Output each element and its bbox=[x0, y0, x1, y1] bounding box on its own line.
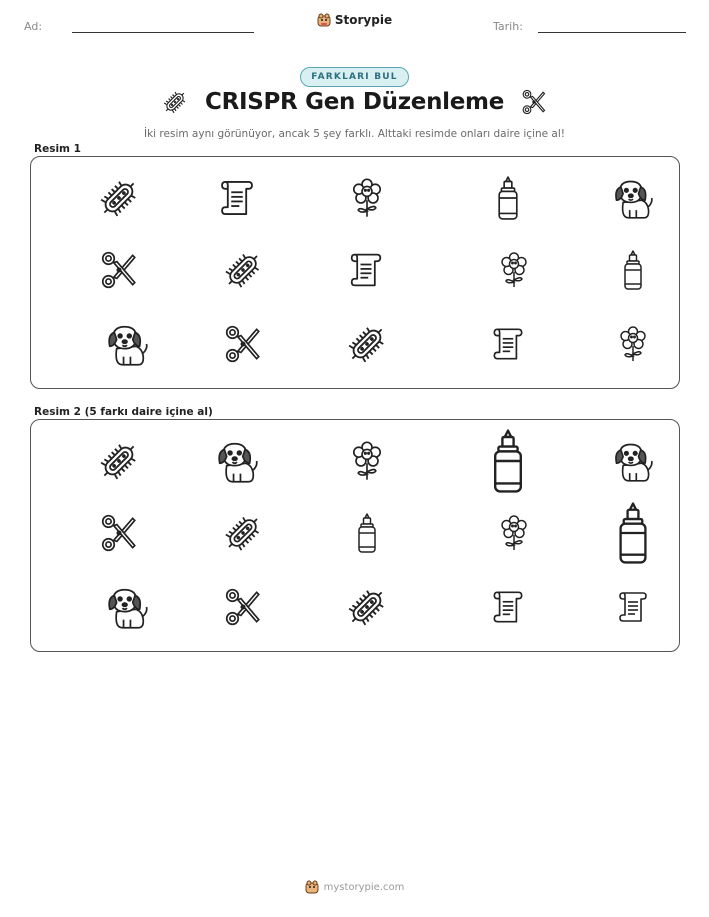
bacteria-icon[interactable] bbox=[221, 248, 265, 292]
scissors-icon[interactable] bbox=[98, 512, 140, 554]
scissors-icon[interactable] bbox=[222, 323, 264, 365]
picture-2-label: Resim 2 (5 farkı daire içine al) bbox=[34, 406, 213, 418]
glue-bottle-icon[interactable] bbox=[602, 502, 664, 564]
scroll-icon[interactable] bbox=[487, 586, 529, 628]
storypie-footer-icon bbox=[305, 880, 319, 894]
glue-bottle-icon[interactable] bbox=[347, 513, 387, 553]
picture-1-panel[interactable] bbox=[30, 156, 680, 389]
bacteria-icon[interactable] bbox=[344, 584, 390, 630]
scissors-icon bbox=[520, 88, 548, 116]
scroll-icon[interactable] bbox=[487, 323, 529, 365]
puppy-icon[interactable] bbox=[104, 584, 150, 630]
brand-header bbox=[0, 13, 709, 27]
picture-1-label: Resim 1 bbox=[34, 143, 81, 155]
puppy-icon[interactable] bbox=[104, 321, 150, 367]
flower-icon[interactable] bbox=[345, 439, 389, 483]
flower-icon[interactable] bbox=[494, 250, 534, 290]
bacteria-icon[interactable] bbox=[344, 321, 390, 367]
glue-bottle-icon[interactable] bbox=[476, 429, 540, 493]
scissors-icon[interactable] bbox=[98, 249, 140, 291]
scroll-icon[interactable] bbox=[613, 587, 653, 627]
flower-icon[interactable] bbox=[345, 176, 389, 220]
brand-name: Storypie bbox=[334, 13, 393, 27]
footer-url: mystorypie.com bbox=[323, 881, 405, 893]
date-line[interactable] bbox=[538, 32, 686, 33]
page-title: CRISPR Gen Düzenleme bbox=[204, 89, 505, 115]
name-label: Ad: bbox=[24, 20, 43, 33]
name-line[interactable] bbox=[72, 32, 254, 33]
footer bbox=[0, 880, 709, 894]
puppy-icon[interactable] bbox=[611, 176, 655, 220]
glue-bottle-icon[interactable] bbox=[486, 176, 530, 220]
badge-find-differences: FARKLARI BUL bbox=[300, 67, 408, 87]
scroll-icon[interactable] bbox=[344, 248, 388, 292]
puppy-icon[interactable] bbox=[214, 438, 260, 484]
bacteria-icon[interactable] bbox=[96, 438, 142, 484]
flower-icon[interactable] bbox=[494, 513, 534, 553]
date-label: Tarih: bbox=[493, 20, 523, 33]
bacteria-icon[interactable] bbox=[221, 511, 265, 555]
puppy-icon[interactable] bbox=[611, 439, 655, 483]
badge-row bbox=[0, 67, 709, 87]
flower-icon[interactable] bbox=[613, 324, 653, 364]
storypie-logo-icon bbox=[317, 13, 331, 27]
title-row bbox=[0, 88, 709, 116]
scroll-icon[interactable] bbox=[214, 175, 260, 221]
bacteria-icon[interactable] bbox=[96, 175, 142, 221]
scissors-icon[interactable] bbox=[222, 586, 264, 628]
picture-2-panel[interactable] bbox=[30, 419, 680, 652]
instructions: İki resim aynı görünüyor, ancak 5 şey farklı. Alttaki resimde onları daire içine al! bbox=[144, 128, 565, 140]
bacteria-icon bbox=[161, 88, 189, 116]
glue-bottle-icon[interactable] bbox=[613, 250, 653, 290]
